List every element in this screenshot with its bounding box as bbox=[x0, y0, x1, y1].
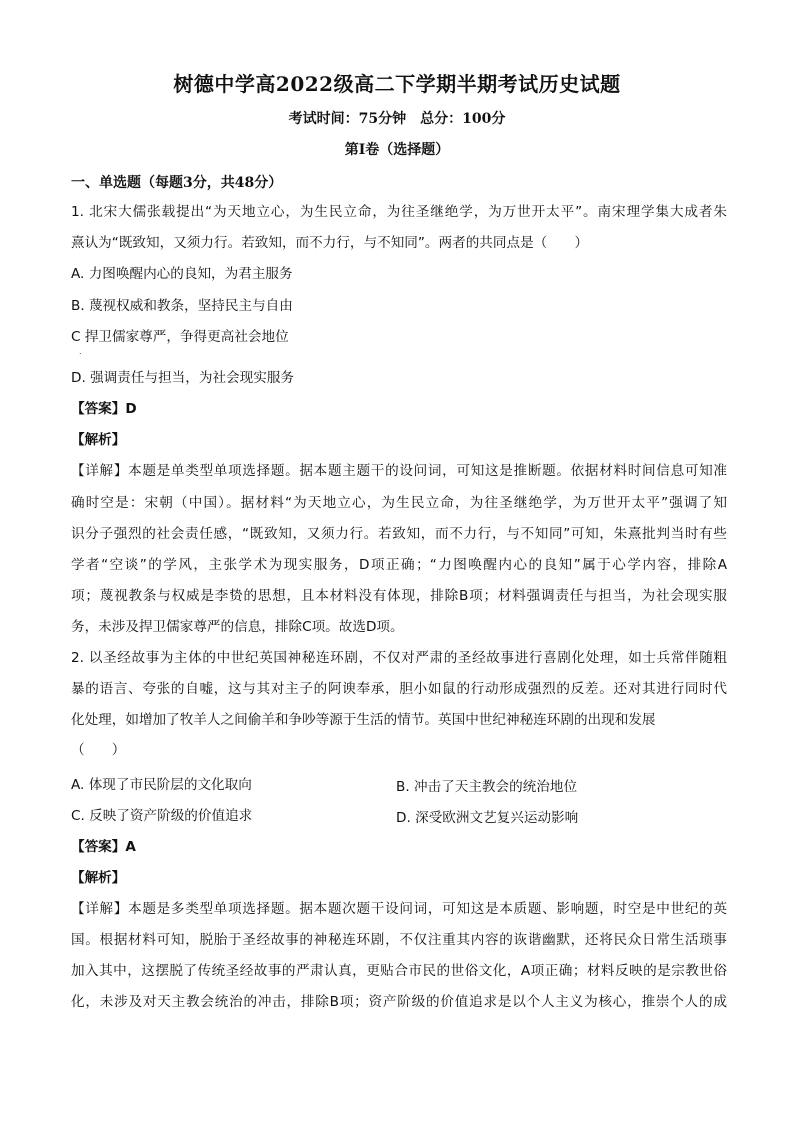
q1-option-c-mark: . bbox=[79, 347, 82, 356]
q2-detail-line-2: 国。根据材料可知，脱胎于圣经故事的神秘连环剧，不仅注重其内容的诙谐幽默，还将民众日常生活琐事 bbox=[71, 932, 727, 948]
q2-detail-line-1: 【详解】本题是多类型单项选择题。据本题次题干设问词，可知这是本质题、影响题，时空是中世纪的英 bbox=[71, 901, 727, 917]
q2-option-d: D. 深受欧洲文艺复兴运动影响 bbox=[396, 810, 579, 826]
q1-detail-line-3: 识分子强烈的社会责任感，“既致知，又须力行。若致知，而不力行，与不知同”可知，朱熹批判当时有些 bbox=[71, 526, 727, 542]
q1-option-b: B. 蔑视权威和教条，坚持民主与自由 bbox=[71, 298, 293, 314]
q1-option-d: D. 强调责任与担当，为社会现实服务 bbox=[71, 370, 295, 386]
q2-stem-line-3: 化处理，如增加了牧羊人之间偷羊和争吵等源于生活的情节。英国中世纪神秘连环剧的出现和发展 bbox=[71, 712, 656, 728]
q2-option-b: B. 冲击了天主教会的统治地位 bbox=[396, 779, 578, 795]
q1-detail-line-5: 项；蔑视教条与权威是李贽的思想，且本材料没有体现，排除B项；材料强调责任与担当，为社会现实服 bbox=[71, 588, 727, 604]
q2-analysis-label: 【解析】 bbox=[71, 870, 126, 886]
page-title: 树德中学高2022级高二下学期半期考试历史试题 bbox=[173, 72, 621, 96]
q1-stem-line-1: 1. 北宋大儒张载提出“为天地立心，为生民立命，为往圣继绝学，为万世开太平”。南宋理学集大成者朱 bbox=[71, 204, 727, 220]
q2-detail-line-4: 化，未涉及对天主教会统治的冲击，排除B项；资产阶级的价值追求是以个人主义为核心，推崇个人的成 bbox=[71, 994, 727, 1010]
q2-detail-line-3: 加入其中，这摆脱了传统圣经故事的严肃认真，更贴合市民的世俗文化，A项正确；材料反映的是宗教世俗 bbox=[71, 963, 727, 979]
q1-stem-line-2: 熹认为“既致知，又须力行。若致知，而不力行，与不知同”。两者的共同点是（ ） bbox=[71, 235, 589, 251]
q1-answer: 【答案】D bbox=[71, 401, 137, 417]
q2-answer: 【答案】A bbox=[71, 839, 136, 855]
q1-detail-line-2: 确时空是：宋朝（中国）。据材料“为天地立心，为生民立命，为往圣继绝学，为万世开太平”强调了知 bbox=[71, 495, 727, 511]
section-heading: 一、单选题（每题3分，共48分） bbox=[71, 175, 283, 191]
q2-option-a: A. 体现了市民阶层的文化取向 bbox=[71, 777, 252, 793]
q2-stem-line-4: （ ） bbox=[71, 742, 126, 758]
q1-option-c: C 捍卫儒家尊严，争得更高社会地位 bbox=[71, 329, 289, 345]
q1-detail-line-1: 【详解】本题是单类型单项选择题。据本题主题干的设问词，可知这是推断题。依据材料时间信息可知准 bbox=[71, 463, 727, 479]
q2-option-c: C. 反映了资产阶级的价值追求 bbox=[71, 808, 253, 824]
exam-info: 考试时间：75分钟 总分：100分 bbox=[288, 111, 506, 127]
q2-stem-line-2: 暴的语言、夸张的自嘘，这与其对主子的阿谀奉承，胆小如鼠的行动形成强烈的反差。还对其进行同时代 bbox=[71, 681, 727, 697]
q1-detail-line-6: 务，未涉及捍卫儒家尊严的信息，排除C项。故选D项。 bbox=[71, 619, 404, 635]
volume-heading: 第Ⅰ卷（选择题） bbox=[344, 142, 450, 158]
q1-detail-line-4: 学者“空谈”的学风，主张学术为现实服务，D项正确；“力图唤醒内心的良知”属于心学内容，排除A bbox=[71, 557, 727, 573]
q2-stem-line-1: 2. 以圣经故事为主体的中世纪英国神秘连环剧，不仅对严肃的圣经故事进行喜剧化处理，如士兵常伴随粗 bbox=[71, 650, 727, 666]
q1-option-a: A. 力图唤醒内心的良知，为君主服务 bbox=[71, 266, 293, 282]
q1-analysis-label: 【解析】 bbox=[71, 432, 126, 448]
